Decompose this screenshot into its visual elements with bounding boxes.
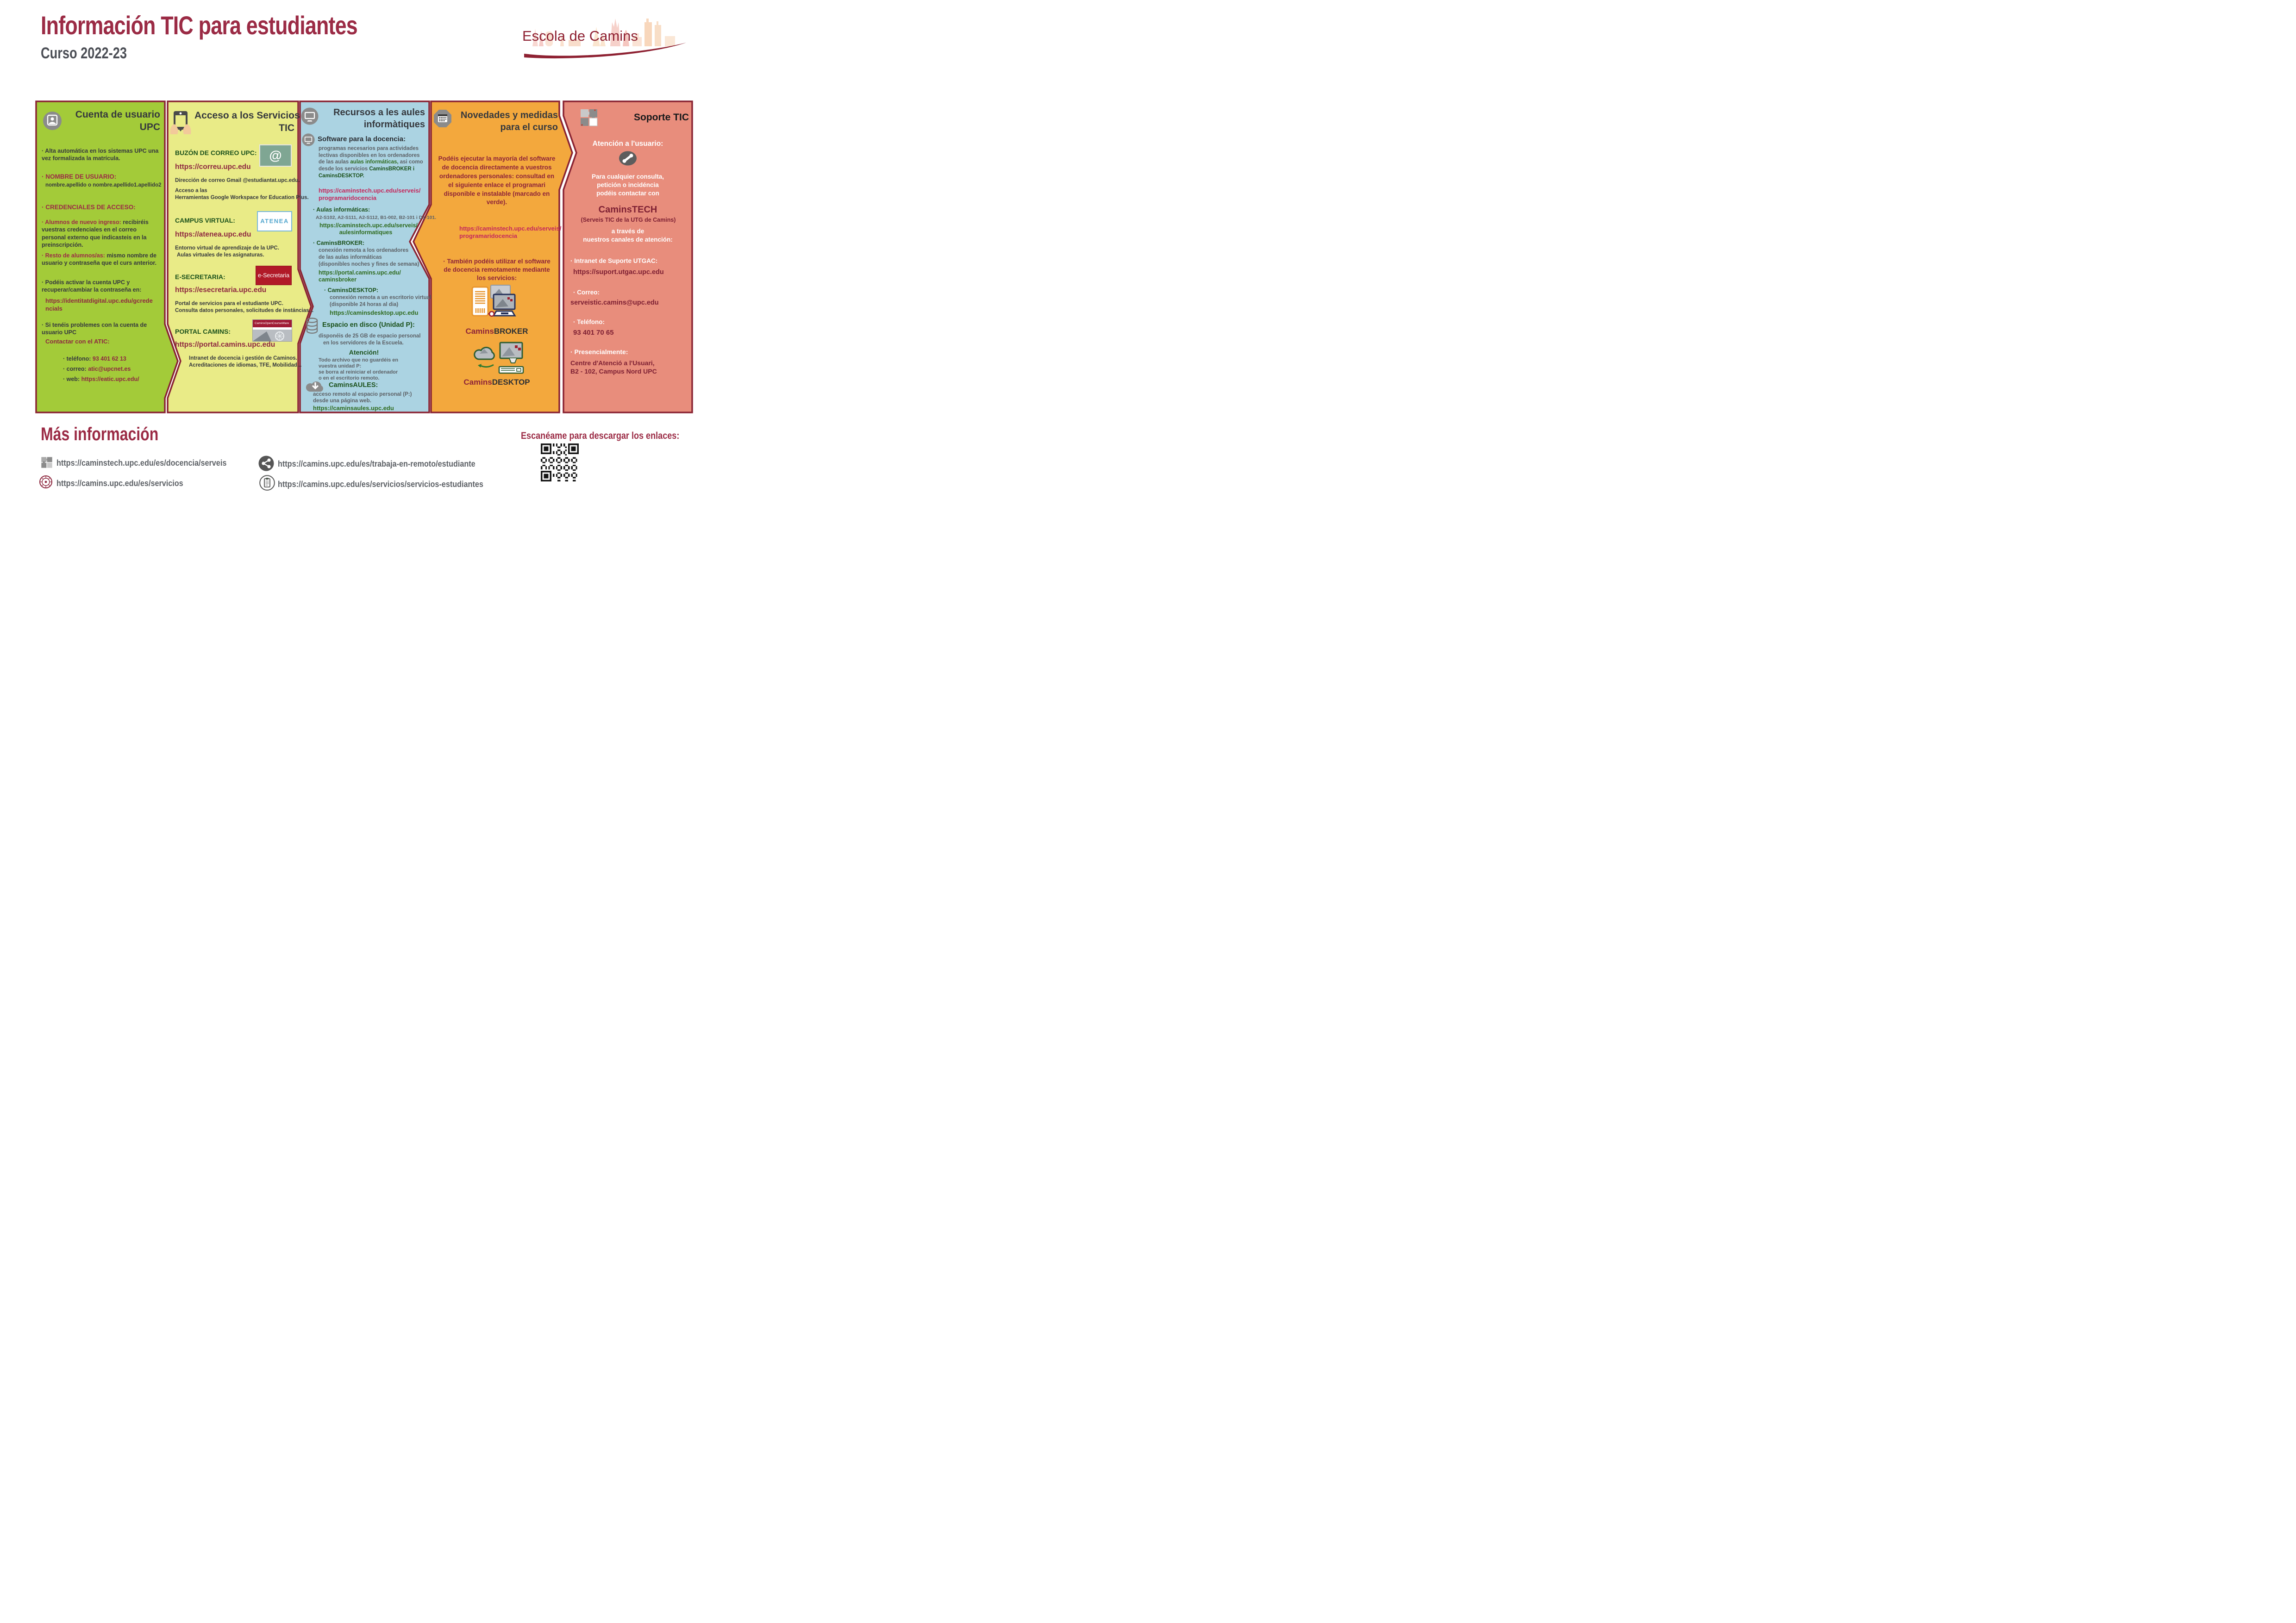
col5-traves1: a través de xyxy=(611,228,644,235)
col1-mail-label: · correo: xyxy=(63,366,88,372)
portal-camins-logo-text: CaminsOpenCourseWare xyxy=(255,322,289,325)
col3-software-body xyxy=(319,145,427,180)
col1-title-line2: UPC xyxy=(139,122,160,132)
col3-warning-d4: o en el escritorio remoto. xyxy=(319,375,380,381)
col4-title-line2: para el curso xyxy=(500,122,558,132)
cloud-download-icon xyxy=(306,379,325,393)
col5-mail-link[interactable]: serveistic.camins@upc.edu xyxy=(570,299,659,306)
camins-desktop-label xyxy=(437,378,557,387)
escola-logo-text: Escola de Camins xyxy=(522,28,638,44)
puzzle-icon xyxy=(580,108,598,127)
col1-web-row xyxy=(63,376,139,382)
col3-aules-label: CaminsAULES: xyxy=(329,381,378,389)
col3-broker-desc2: de las aulas informáticas xyxy=(319,255,382,260)
clipboard-icon xyxy=(259,475,275,491)
col3-aulas-rooms: A2-S102, A2-S111, A2-S112, B1-002, B2-101 i D1-101. xyxy=(316,215,437,220)
share-icon xyxy=(258,456,274,471)
col3-programari-link-line1[interactable]: https://caminstech.upc.edu/serveis/ xyxy=(319,187,421,194)
col3-aulas-link-line2[interactable]: aulesinformatiques xyxy=(339,229,393,236)
col4-tambien: · También podéis utilizar el software de docencia remotamente mediante los servicios: xyxy=(443,258,551,282)
col1-new-students xyxy=(42,218,162,249)
col2-campus-desc1: Entorno virtual de aprendizaje de la UPC. xyxy=(175,245,279,251)
col1-alta: · Alta automática en los sistemas UPC una vez formalizada la matrícula. xyxy=(42,148,159,162)
col3-broker-link-line1[interactable]: https://portal.camins.upc.edu/ xyxy=(319,269,401,276)
col5-title: Soporte TIC xyxy=(634,112,689,123)
col4-title-line1: Novedades y medidas xyxy=(460,110,558,120)
monitor-icon xyxy=(301,107,319,125)
footer-title: Más información xyxy=(41,424,159,444)
poster xyxy=(0,0,718,507)
col3-software-label: Software para la docencia: xyxy=(318,135,406,143)
col3-desktop-desc2: (disponible 24 horas al dia) xyxy=(330,302,399,307)
col2-mail-label: BUZÓN DE CORREO UPC: xyxy=(175,149,257,156)
col2-esecretaria-link[interactable]: https://esecretaria.upc.edu xyxy=(175,286,267,294)
col4-programari-link-line2[interactable]: programaridocencia xyxy=(459,232,517,239)
col3-programari-link-line2[interactable]: programaridocencia xyxy=(319,194,376,201)
col3-warning-d1: Todo archivo que no guardéis en xyxy=(319,357,399,363)
at-icon xyxy=(259,144,292,167)
col2-esecretaria-desc2: Consulta datos personales, solicitudes de instáncias... xyxy=(175,308,314,313)
col2-campus-link[interactable]: https://atenea.upc.edu xyxy=(175,231,251,238)
col3-aulas-label: · Aulas informáticas: xyxy=(313,206,370,213)
camins-emblem-icon xyxy=(39,475,53,489)
col1-web-label: · web: xyxy=(63,376,81,382)
desktop-label-lead: Camins xyxy=(463,378,492,387)
col5-presencial-label: · Presencialmente: xyxy=(570,348,628,356)
col4-intro: Podéis ejecutar la mayoría del software de docencia directamente a vuestros ordenadores personales: consultad en el siguiente enlace el programari disponible e instalable (marcado en verde). xyxy=(438,155,556,206)
esecretaria-logo xyxy=(256,266,292,285)
col5-mail-label: · Correo: xyxy=(573,289,600,296)
col2-mail-link[interactable]: https://correu.upc.edu xyxy=(175,163,251,171)
col3-desktop-desc1: connexión remota a un escritorio virtual xyxy=(330,295,432,300)
col1-mail-link[interactable]: atic@upcnet.es xyxy=(88,366,131,372)
col5-body3: podéis contactar con xyxy=(596,190,659,197)
col2-esecretaria-desc1: Portal de servicios para el estudiante UPC. xyxy=(175,301,283,306)
page-subtitle: Curso 2022-23 xyxy=(41,44,127,62)
col1-credentials-link[interactable]: https://identitatdigital.upc.edu/gcredencials xyxy=(45,297,153,312)
col3-aulas-link-line1[interactable]: https://caminstech.upc.edu/serveis/ xyxy=(319,222,418,229)
qr-code xyxy=(541,443,579,481)
col5-atencion: Atención a l'usuario: xyxy=(592,140,663,148)
footer-link-remoto[interactable]: https://camins.upc.edu/es/trabaja-en-remoto/estudiante xyxy=(278,459,475,468)
atenea-logo xyxy=(257,211,292,231)
at-glyph: @ xyxy=(269,148,282,162)
col1-username-value: nombre.apellido o nombre.apellido1.apellido2 xyxy=(45,182,162,188)
col2-portal-desc1: Intranet de docencia i gestión de Caminos. xyxy=(189,356,297,361)
col2-campus-label: CAMPUS VIRTUAL: xyxy=(175,217,235,224)
broker-label-lead: Camins xyxy=(465,327,494,336)
col1-web-link[interactable]: https://eatic.upc.edu/ xyxy=(81,376,139,382)
col3-software-s1: programas necesarios para actividades lectivas disponibles en los ordenadores de las aulas xyxy=(319,146,420,165)
user-badge-icon xyxy=(43,111,62,131)
col2-mail-desc1: Dirección de correo Gmail @estudiantat.upc.edu. xyxy=(175,178,300,183)
col2-portal-link[interactable]: https://portal.camins.upc.edu xyxy=(175,341,275,349)
calendar-icon xyxy=(433,109,452,128)
col5-body1: Para cualquier consulta, xyxy=(591,173,664,180)
camins-broker-icon xyxy=(470,284,519,323)
col3-software-green2: CaminsBROKER i CaminsDESKTOP. xyxy=(319,166,415,179)
col3-disk-desc2: en los servidores de la Escuela. xyxy=(323,340,404,346)
broker-label-suffix: BROKER xyxy=(494,327,528,336)
col2-mail-desc2: Acceso a las xyxy=(175,188,207,194)
col2-campus-desc2: Aulas virtuales de les asignaturas. xyxy=(177,252,264,258)
col5-presencial-value1: Centre d'Atenció a l'Usuari, xyxy=(570,359,655,367)
phone-icon xyxy=(619,151,637,166)
col3-title-line1: Recursos a les aules xyxy=(333,107,425,118)
col5-intranet-link[interactable]: https://suport.utgac.upc.edu xyxy=(573,268,664,276)
col3-warning-label: Atención! xyxy=(349,349,379,356)
col1-phone-row xyxy=(63,356,126,362)
col1-username-label: · NOMBRE DE USUARIO: xyxy=(42,173,117,180)
col3-software-s2: asi como desde los servicios xyxy=(319,159,423,172)
col1-title-line1: Cuenta de usuario xyxy=(75,109,160,120)
database-icon xyxy=(306,318,319,334)
col3-title-line2: informàtiques xyxy=(363,119,425,130)
esecretaria-logo-text: e-Secretaria xyxy=(257,272,290,279)
col1-other-students-rest: mismo nombre de usuario y contraseña que el curs anterior. xyxy=(42,252,157,267)
col5-traves2: nuestros canales de atención: xyxy=(583,236,673,243)
col1-new-students-lead: · Alumnos de nuevo ingreso: xyxy=(42,219,123,225)
atenea-logo-text: ATENEA xyxy=(260,218,289,225)
col1-phone-value: 93 401 62 13 xyxy=(92,356,126,362)
footer-link-caminstech[interactable]: https://caminstech.upc.edu/es/docencia/serveis xyxy=(56,458,227,468)
col3-desktop-label: · CaminsDESKTOP: xyxy=(324,287,379,293)
footer-link-servicios[interactable]: https://camins.upc.edu/es/servicios xyxy=(56,479,183,488)
col1-mail-row xyxy=(63,366,131,372)
col5-phone-value: 93 401 70 65 xyxy=(573,329,614,337)
col5-serveis: (Serveis TIC de la UTG de Camins) xyxy=(581,217,676,223)
puzzle-piece-icon xyxy=(41,456,53,468)
col3-broker-link-line2[interactable]: caminsbroker xyxy=(319,276,357,283)
col2-mail-desc3: Herramientas Google Workspace for Education Plus. xyxy=(175,195,309,200)
footer-scan-label: Escanéame para descargar los enlaces: xyxy=(521,431,680,441)
col1-new-students-rest: recibiréis vuestras credenciales en el correo personal externo que indicasteis en la preinscripción. xyxy=(42,219,149,248)
col1-phone-label: · teléfono: xyxy=(63,356,93,362)
col5-intranet-label: · Intranet de Suporte UTGAC: xyxy=(570,257,658,264)
col3-warning-d3: se borra al reiniciar el ordenador xyxy=(319,369,398,375)
col2-portal-desc2: Acreditaciones de idiomas, TFE, Mobilidad... xyxy=(189,362,302,368)
col3-warning-d2: vuestra unidad P: xyxy=(319,363,362,369)
camins-desktop-icon xyxy=(473,341,525,375)
camins-broker-label xyxy=(437,327,557,336)
col2-esecretaria-label: E-SECRETARIA: xyxy=(175,273,225,281)
col2-title-line1: Acceso a los Servicios xyxy=(194,110,300,121)
col5-presencial-value2: B2 - 102, Campus Nord UPC xyxy=(570,368,657,375)
col3-software-green1: aulas informáticas, xyxy=(350,159,399,165)
col1-other-students xyxy=(42,252,162,267)
tablet-hands-icon xyxy=(169,110,192,134)
col1-problems: · Si tenéis problemes con la cuenta de usuario UPC xyxy=(42,322,147,336)
col3-aules-link[interactable]: https://caminsaules.upc.edu xyxy=(313,405,394,412)
col5-caminstech: CaminsTECH xyxy=(598,205,657,215)
col3-broker-desc1: conexión remota a los ordenadores xyxy=(319,248,409,253)
col1-activate: · Podéis activar la cuenta UPC y recuperar/cambiar la contraseña en: xyxy=(42,279,142,293)
col3-aules-desc2: desde una página web. xyxy=(313,398,371,404)
col1-credentials-label: · CREDENCIALES DE ACCESO: xyxy=(42,204,136,211)
col4-programari-link-line1[interactable]: https://caminstech.upc.edu/serveis/ xyxy=(459,225,562,232)
col5-phone-label: · Teléfono: xyxy=(573,318,605,325)
page-title: Información TIC para estudiantes xyxy=(41,11,357,40)
col2-title-line2: TIC xyxy=(279,123,294,133)
col5-body2: petición o incidéncia xyxy=(597,181,659,188)
monitor-icon-small xyxy=(302,133,315,146)
col3-disk-label: Espacio en disco (Unidad P): xyxy=(322,321,415,329)
col3-disk-desc1: disponéis de 25 GB de espacio personal xyxy=(319,333,421,339)
footer-link-servicios-estudiantes[interactable]: https://camins.upc.edu/es/servicios/servicios-estudiantes xyxy=(278,480,483,489)
col3-broker-label: · CaminsBROKER: xyxy=(313,240,365,246)
col3-broker-desc3: (disponibles noches y fines de semana) xyxy=(319,262,419,267)
col3-aules-desc1: acceso remoto al espacio personal (P:) xyxy=(313,392,412,397)
col1-atic-label: Contactar con el ATIC: xyxy=(45,338,110,345)
desktop-label-suffix: DESKTOP xyxy=(492,378,530,387)
col1-other-students-lead: · Resto de alumnos/as: xyxy=(42,252,107,259)
portal-camins-logo xyxy=(252,319,292,342)
col2-portal-label: PORTAL CAMINS: xyxy=(175,328,231,335)
col3-desktop-link[interactable]: https://caminsdesktop.upc.edu xyxy=(330,309,419,316)
